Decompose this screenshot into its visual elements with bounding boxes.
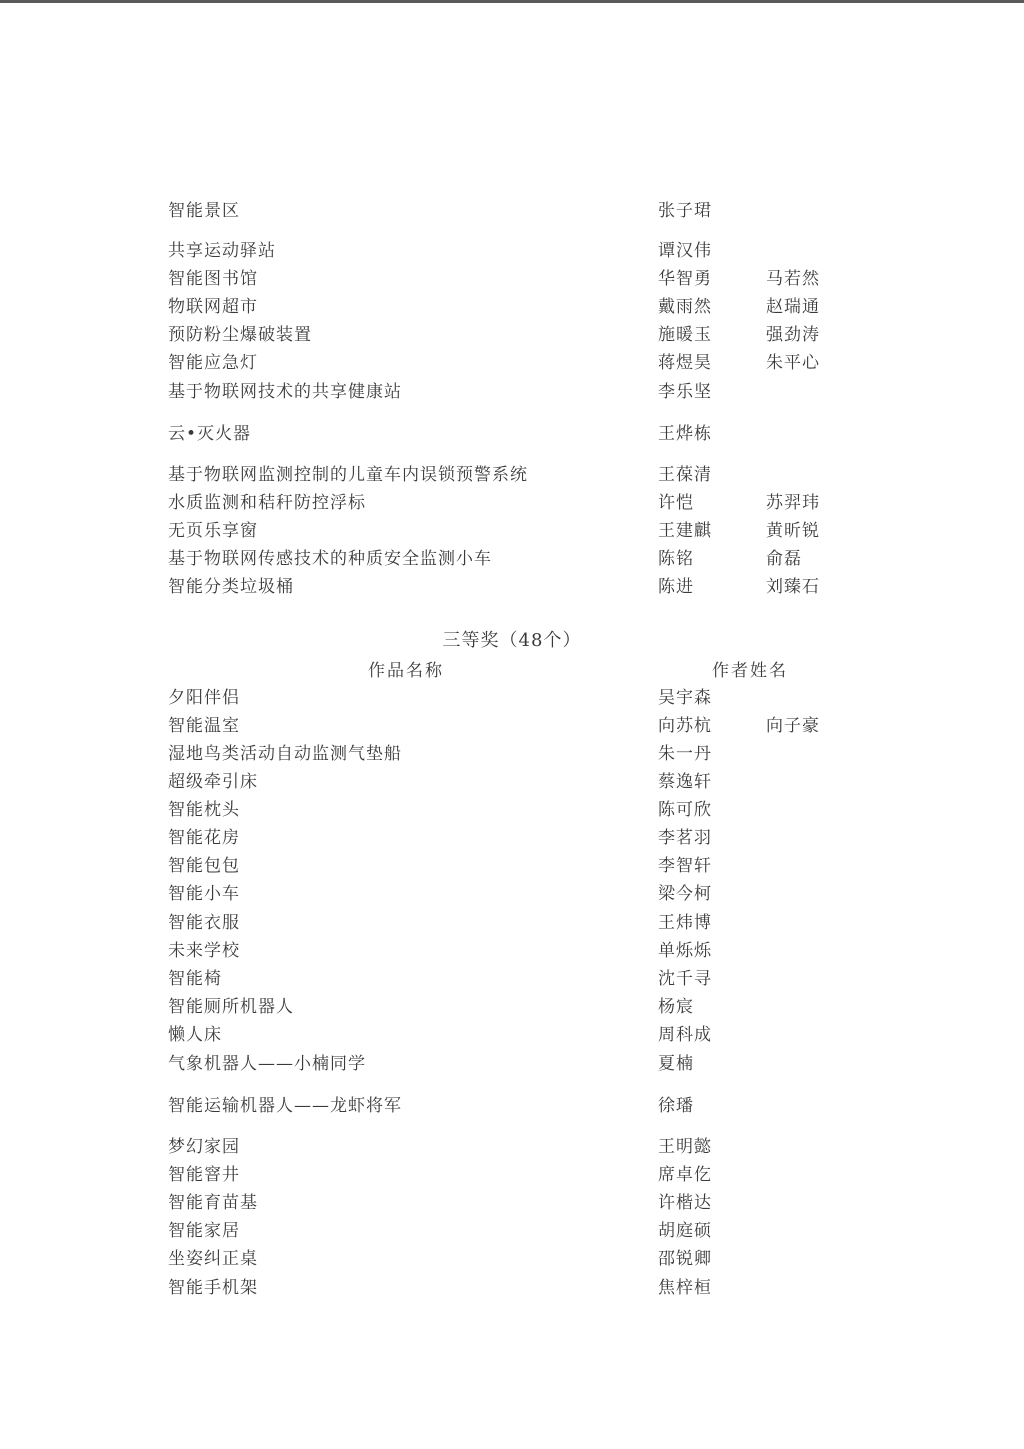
author-name: 蒋煜昊 [658,353,712,373]
list-item [0,574,1024,600]
list-item [0,518,1024,544]
work-title: 智能小车 [168,884,240,904]
list-item [0,546,1024,572]
author-name: 单烁烁 [658,941,712,961]
work-title: 智能图书馆 [168,269,258,289]
work-title: 坐姿纠正桌 [168,1249,258,1269]
scan-top-edge [0,0,1024,3]
work-title: 智能温室 [168,716,240,736]
work-title: 智能窨井 [168,1165,240,1185]
author-name: 杨宸 [658,997,694,1017]
list-item [0,421,1024,447]
co-author-name: 刘臻石 [766,577,820,597]
work-title: 基于物联网传感技术的种质安全监测小车 [168,549,492,569]
author-name: 周科成 [658,1025,712,1045]
work-title: 智能家居 [168,1221,240,1241]
author-name: 席卓仡 [658,1165,712,1185]
work-title: 智能育苗基 [168,1193,258,1213]
work-title: 智能分类垃圾桶 [168,577,294,597]
list-item [0,379,1024,405]
author-name: 夏楠 [658,1054,694,1074]
list-item [0,198,1024,224]
author-name: 施暖玉 [658,325,712,345]
list-item [0,1162,1024,1188]
co-author-name: 强劲涛 [766,325,820,345]
author-name: 焦梓桓 [658,1278,712,1298]
list-item [0,994,1024,1020]
author-name: 吴宇森 [658,688,712,708]
work-title: 共享运动驿站 [168,241,276,261]
work-title: 智能手机架 [168,1278,258,1298]
author-name: 梁今柯 [658,884,712,904]
work-title: 智能椅 [168,969,222,989]
work-title: 未来学校 [168,941,240,961]
work-title: 智能运输机器人——龙虾将军 [168,1096,402,1116]
list-item [0,1022,1024,1048]
author-name: 胡庭硕 [658,1221,712,1241]
author-name: 张子珺 [658,201,712,221]
list-item [0,910,1024,936]
list-item [0,1218,1024,1244]
list-item [0,685,1024,711]
work-title: 智能花房 [168,828,240,848]
author-name: 王烨栋 [658,424,712,444]
list-item [0,462,1024,488]
list-item [0,881,1024,907]
work-title: 智能枕头 [168,800,240,820]
work-title: 智能衣服 [168,913,240,933]
work-title: 超级牵引床 [168,772,258,792]
author-name: 陈可欣 [658,800,712,820]
author-name: 李茗羽 [658,828,712,848]
list-item [0,490,1024,516]
list-item [0,713,1024,739]
work-title: 懒人床 [168,1025,222,1045]
list-item [0,1093,1024,1119]
author-name: 许恺 [658,493,694,513]
co-author-name: 黄昕锐 [766,521,820,541]
work-title: 基于物联网技术的共享健康站 [168,382,402,402]
author-name: 邵锐卿 [658,1249,712,1269]
column-header-title: 作品名称 [368,661,444,681]
list-item [0,294,1024,320]
work-title: 基于物联网监测控制的儿童车内误锁预警系统 [168,465,528,485]
work-title: 云•灭火器 [168,424,252,444]
work-title: 夕阳伴侣 [168,688,240,708]
work-title: 气象机器人——小楠同学 [168,1054,366,1074]
work-title: 智能包包 [168,856,240,876]
work-title: 物联网超市 [168,297,258,317]
work-title: 预防粉尘爆破装置 [168,325,312,345]
list-item [0,966,1024,992]
co-author-name: 向子豪 [766,716,820,736]
author-name: 王建麒 [658,521,712,541]
co-author-name: 俞磊 [766,549,802,569]
list-item [0,1134,1024,1160]
author-name: 朱一丹 [658,744,712,764]
work-title: 智能厕所机器人 [168,997,294,1017]
author-name: 戴雨然 [658,297,712,317]
author-name: 许楷达 [658,1193,712,1213]
co-author-name: 马若然 [766,269,820,289]
list-item [0,741,1024,767]
work-title: 水质监测和秸秆防控浮标 [168,493,366,513]
list-item [0,853,1024,879]
author-name: 向苏杭 [658,716,712,736]
column-header-author: 作者姓名 [712,661,788,681]
list-item [0,1051,1024,1077]
list-item [0,1190,1024,1216]
third-prize-heading: 三等奖（48个） [442,630,582,651]
list-item [0,350,1024,376]
list-item [0,938,1024,964]
work-title: 梦幻家园 [168,1137,240,1157]
author-name: 徐璠 [658,1096,694,1116]
author-name: 谭汉伟 [658,241,712,261]
list-item [0,238,1024,264]
list-item [0,797,1024,823]
author-name: 王葆清 [658,465,712,485]
author-name: 华智勇 [658,269,712,289]
author-name: 李智轩 [658,856,712,876]
list-item [0,769,1024,795]
author-name: 陈铭 [658,549,694,569]
co-author-name: 朱平心 [766,353,820,373]
list-item [0,1246,1024,1272]
co-author-name: 苏羿玮 [766,493,820,513]
work-title: 湿地鸟类活动自动监测气垫船 [168,744,402,764]
co-author-name: 赵瑞通 [766,297,820,317]
author-name: 蔡逸轩 [658,772,712,792]
list-item [0,1275,1024,1301]
list-item [0,266,1024,292]
author-name: 王炜博 [658,913,712,933]
list-item [0,825,1024,851]
list-item [0,322,1024,348]
author-name: 王明懿 [658,1137,712,1157]
author-name: 沈千寻 [658,969,712,989]
author-name: 李乐坚 [658,382,712,402]
author-name: 陈进 [658,577,694,597]
work-title: 智能应急灯 [168,353,258,373]
work-title: 智能景区 [168,201,240,221]
work-title: 无页乐享窗 [168,521,258,541]
